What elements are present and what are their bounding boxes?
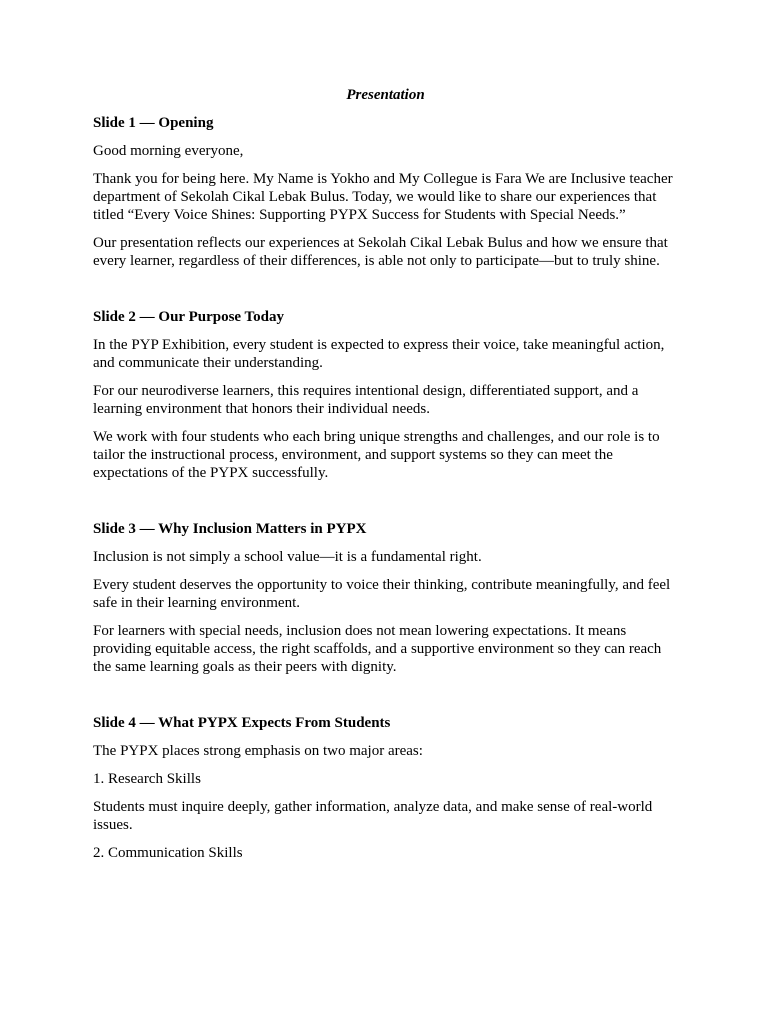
paragraph: The PYPX places strong emphasis on two major areas:: [93, 743, 423, 759]
section-heading: Slide 3 — Why Inclusion Matters in PYPX: [93, 521, 367, 537]
paragraph: Students must inquire deeply, gather information, analyze data, and make sense of real-world issues.: [93, 799, 653, 833]
section-spacer: [93, 686, 678, 714]
paragraph: Inclusion is not simply a school value—it is a fundamental right.: [93, 549, 482, 565]
section-slide-3: [93, 520, 678, 676]
paragraph: We work with four students who each bring unique strengths and challenges, and our role is to tailor the instructional process, environment, and support systems so they can meet the expectations of the PYPX successfully.: [93, 429, 660, 481]
section-spacer: [93, 280, 678, 308]
section-heading: Slide 4 — What PYPX Expects From Students: [93, 715, 391, 731]
paragraph: For learners with special needs, inclusion does not mean lowering expectations. It means providing equitable access, the right scaffolds, and a supportive environment so they can reach the same learning goals as their peers with dignity.: [93, 623, 662, 675]
list-item-heading: 1. Research Skills: [93, 771, 201, 787]
document-title: Presentation: [346, 87, 425, 103]
paragraph: For our neurodiverse learners, this requires intentional design, differentiated support, and a learning environment that honors their individual needs.: [93, 383, 639, 417]
paragraph: Good morning everyone,: [93, 143, 244, 159]
section-slide-2: [93, 308, 678, 482]
section-slide-1: [93, 114, 678, 270]
paragraph: Every student deserves the opportunity to voice their thinking, contribute meaningfully, and feel safe in their learning environment.: [93, 577, 671, 611]
document-page: [93, 86, 678, 872]
paragraph: Our presentation reflects our experiences at Sekolah Cikal Lebak Bulus and how we ensure that every learner, regardless of their differences, is able not only to participate—but to truly shine.: [93, 235, 668, 269]
section-spacer: [93, 492, 678, 520]
section-heading: Slide 1 — Opening: [93, 115, 214, 131]
section-slide-4: [93, 714, 678, 862]
paragraph: In the PYP Exhibition, every student is expected to express their voice, take meaningful action, and communicate their understanding.: [93, 337, 665, 371]
list-item-heading: 2. Communication Skills: [93, 845, 243, 861]
section-heading: Slide 2 — Our Purpose Today: [93, 309, 285, 325]
paragraph: Thank you for being here. My Name is Yokho and My Collegue is Fara We are Inclusive teacher department of Sekolah Cikal Lebak Bulus. Today, we would like to share our experiences that titled “Every Voice Shines: Supporting PYPX Success for Students with Special Needs.”: [93, 171, 673, 223]
